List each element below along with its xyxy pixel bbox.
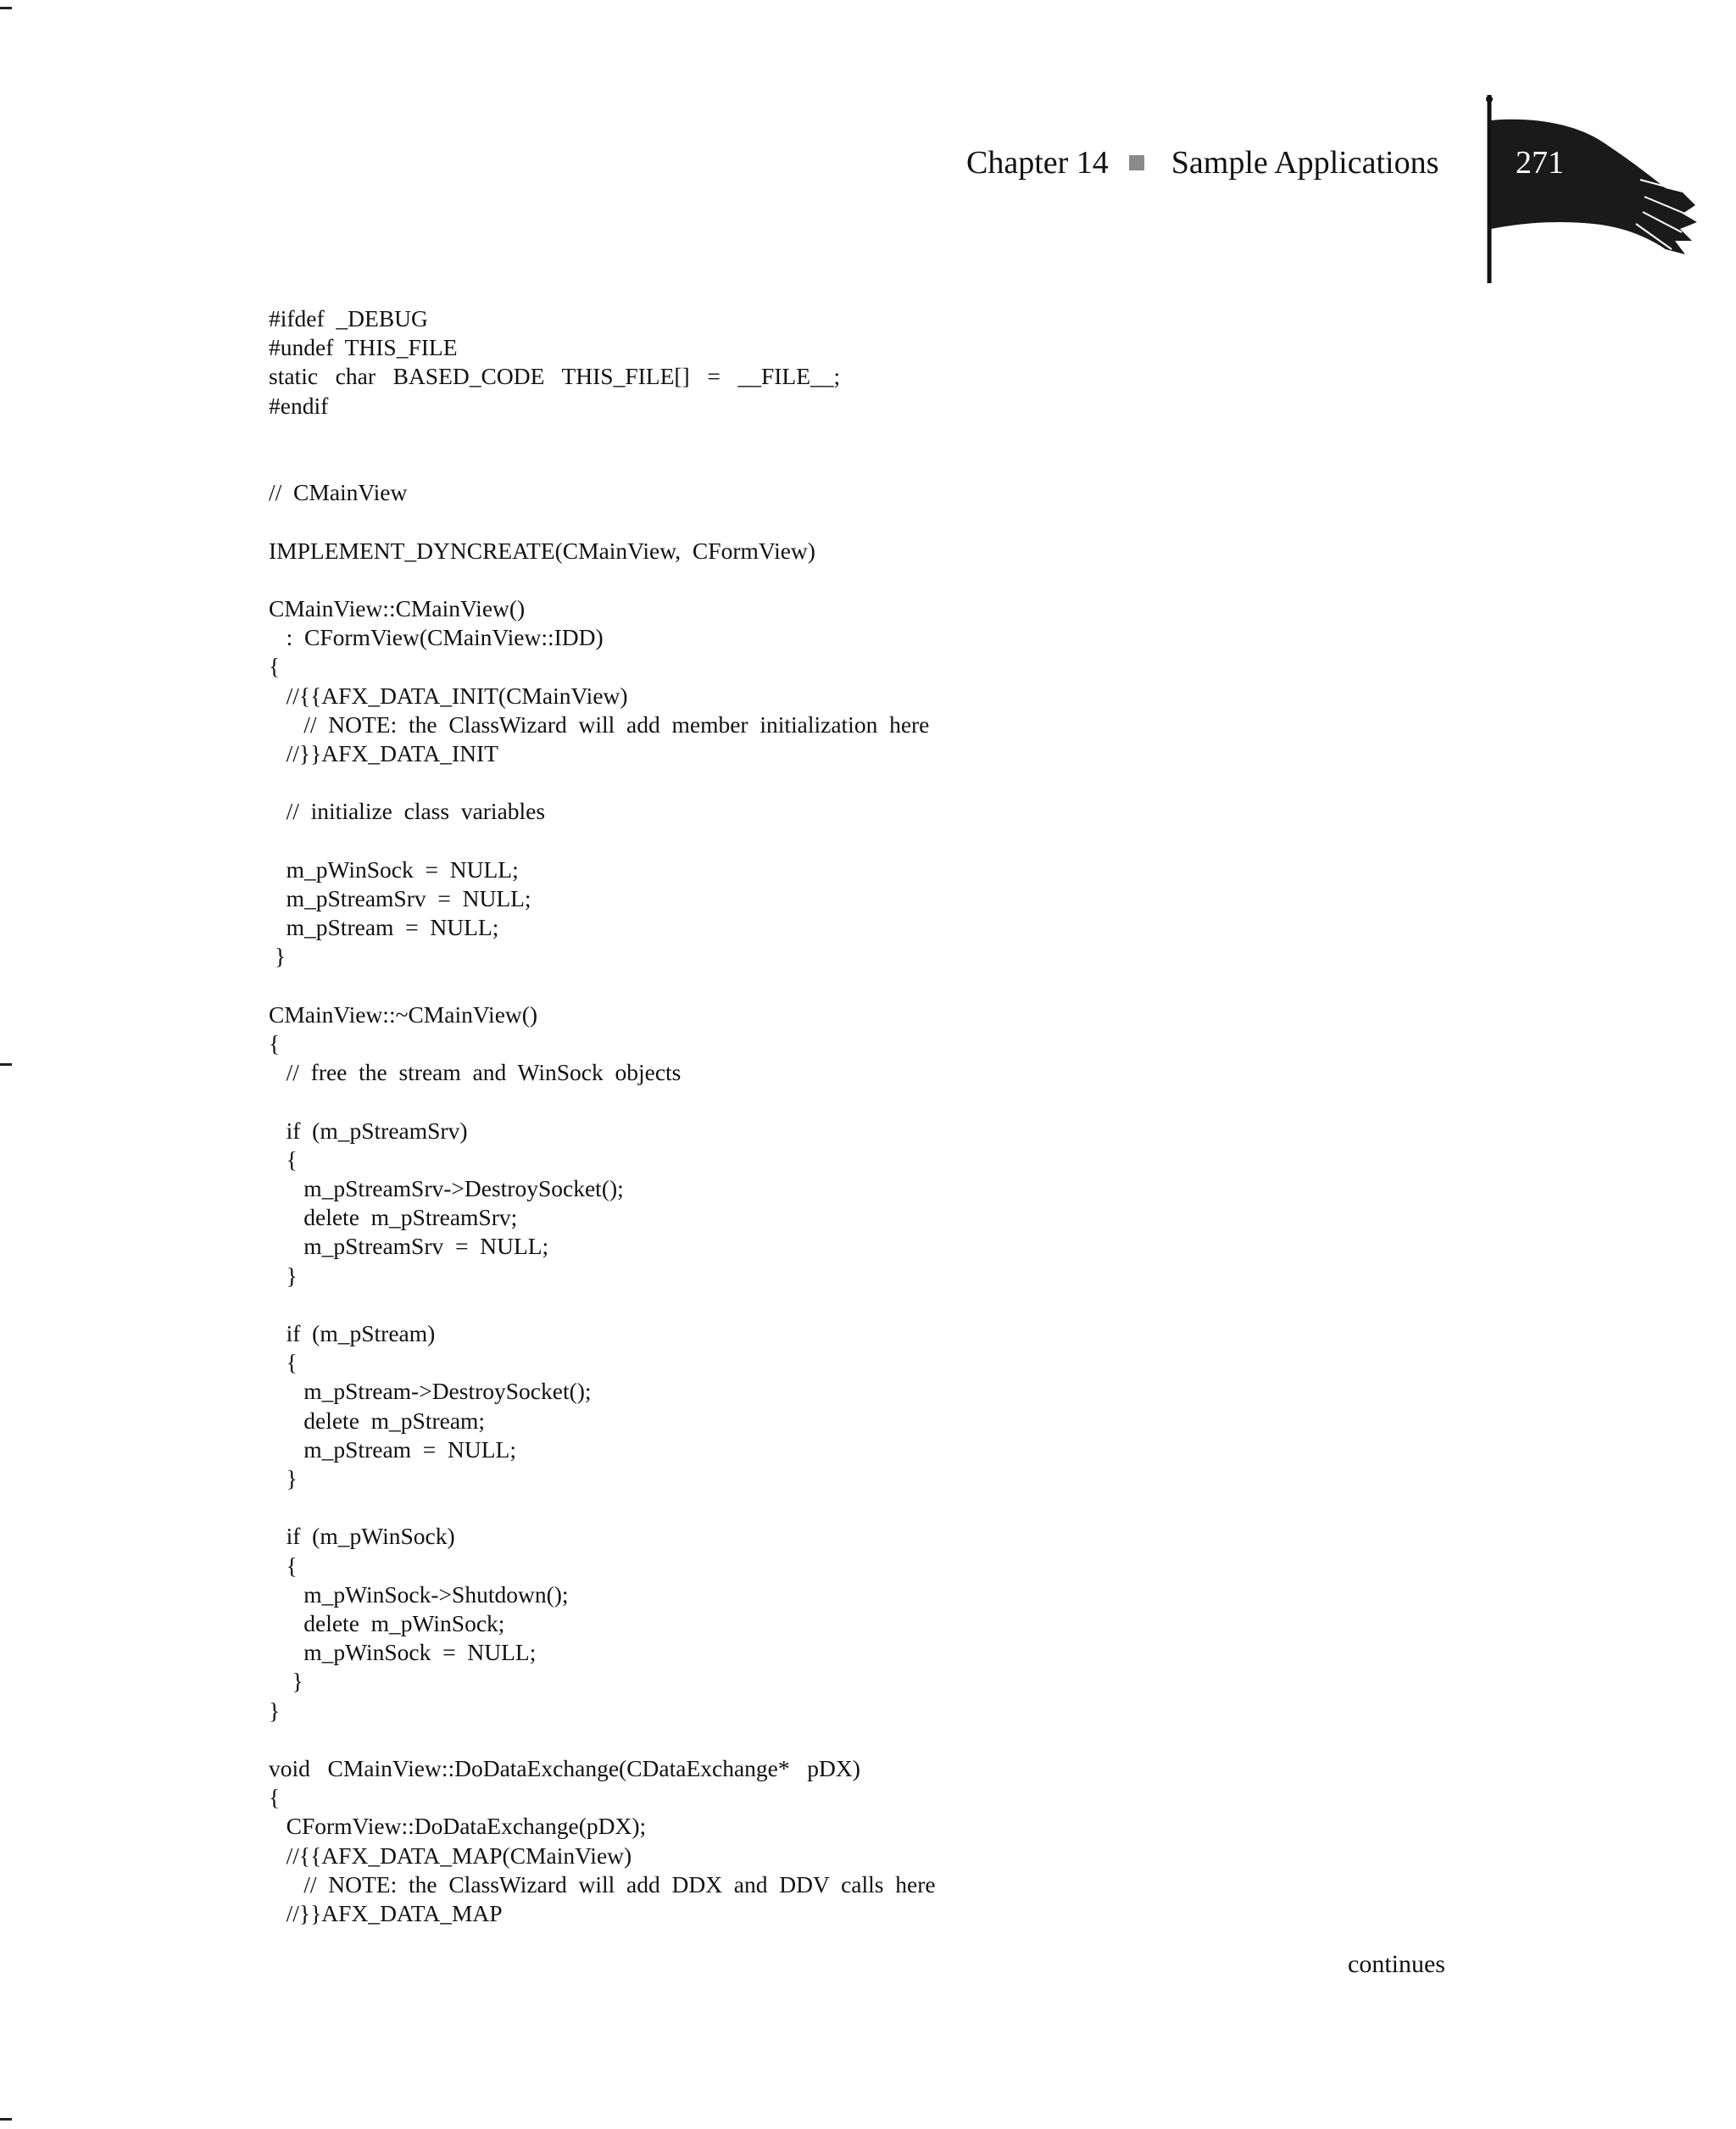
code-line: delete m_pStream;	[269, 1407, 486, 1434]
margin-tick-mark	[0, 1063, 12, 1066]
code-line: : CFormView(CMainView::IDD)	[269, 624, 604, 651]
code-line: {	[269, 653, 281, 680]
margin-tick-mark	[0, 2118, 12, 2121]
code-line: //{{AFX_DATA_INIT(CMainView)	[269, 682, 628, 709]
code-line: {	[269, 1349, 298, 1376]
code-line: CFormView::DoDataExchange(pDX);	[269, 1813, 647, 1840]
chapter-label: Chapter 14	[966, 145, 1109, 181]
code-line: m_pStreamSrv = NULL;	[269, 885, 531, 911]
code-line: m_pStream->DestroySocket();	[269, 1378, 592, 1405]
header-separator-square	[1129, 155, 1144, 170]
code-line: #endif	[269, 392, 329, 419]
code-line: // NOTE: the ClassWizard will add DDX and DDV calls here	[269, 1870, 936, 1898]
code-line: delete m_pStreamSrv;	[269, 1204, 518, 1231]
code-line: //}}AFX_DATA_INIT	[269, 740, 498, 766]
code-line: delete m_pWinSock;	[269, 1610, 505, 1636]
page-header	[966, 137, 1438, 188]
code-line: if (m_pStream)	[269, 1320, 436, 1346]
code-line: CMainView::~CMainView()	[269, 1000, 538, 1028]
code-line: IMPLEMENT_DYNCREATE(CMainView, CFormView)	[269, 537, 815, 564]
margin-tick-mark	[0, 7, 12, 9]
code-line: // CMainView	[269, 479, 408, 506]
code-line: m_pWinSock->Shutdown();	[269, 1580, 569, 1608]
code-line: m_pStreamSrv->DestroySocket();	[269, 1175, 624, 1201]
code-line: }	[269, 1465, 298, 1491]
code-line: //{{AFX_DATA_MAP(CMainView)	[269, 1842, 632, 1869]
code-line: {	[269, 1030, 281, 1056]
code-line: }	[269, 1668, 303, 1695]
code-line: #undef THIS_FILE	[269, 334, 458, 361]
code-line: m_pStream = NULL;	[269, 1435, 516, 1463]
code-line: {	[269, 1552, 298, 1579]
code-line: }	[269, 1262, 298, 1289]
code-line: m_pWinSock = NULL;	[269, 1639, 537, 1666]
code-line: m_pWinSock = NULL;	[269, 856, 519, 883]
code-line: CMainView::CMainView()	[269, 595, 526, 621]
code-line: if (m_pWinSock)	[269, 1523, 455, 1550]
code-line: //}}AFX_DATA_MAP	[269, 1900, 503, 1926]
code-line: if (m_pStreamSrv)	[269, 1117, 468, 1144]
code-line: }	[269, 1697, 281, 1724]
code-line: #ifdef _DEBUG	[269, 305, 428, 332]
code-line: // NOTE: the ClassWizard will add member initialization here	[269, 711, 930, 738]
windsock-flag-icon	[1475, 95, 1712, 286]
code-line: {	[269, 1145, 298, 1173]
code-line: void CMainView::DoDataExchange(CDataExchange* pDX)	[269, 1755, 860, 1781]
chapter-title: Sample Applications	[1171, 145, 1439, 181]
code-line: m_pStreamSrv = NULL;	[269, 1233, 549, 1260]
code-line: }	[269, 943, 287, 970]
code-line: // initialize class variables	[269, 798, 546, 825]
continues-label: continues	[1348, 1950, 1445, 1978]
code-line: // free the stream and WinSock objects	[269, 1059, 682, 1086]
page-number: 271	[1516, 145, 1564, 181]
code-line: {	[269, 1784, 281, 1811]
code-line: static char BASED_CODE THIS_FILE[] = __FILE__;	[269, 363, 841, 390]
code-line: m_pStream = NULL;	[269, 914, 499, 941]
